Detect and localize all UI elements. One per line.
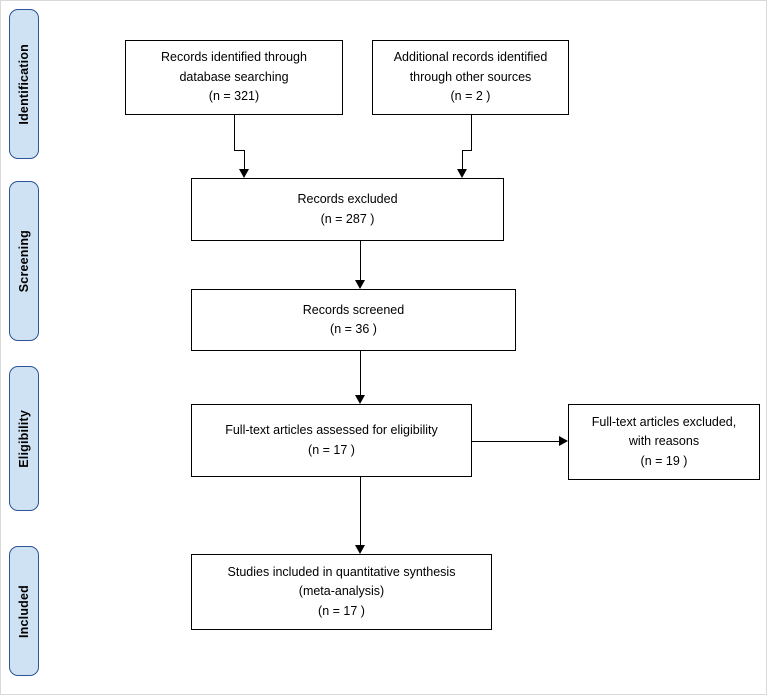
box-full-text-assessed	[191, 404, 472, 477]
connector-other-to-excluded-arrowhead	[457, 169, 467, 178]
box-full-text-excluded	[568, 404, 760, 480]
box-additional-records-line-3: (n = 2 )	[450, 89, 491, 104]
box-records-excluded-line-1: Records excluded	[297, 192, 398, 207]
connector-excluded-to-screened-arrowhead	[355, 280, 365, 289]
box-records-identified-database-line-2: database searching	[179, 69, 289, 84]
connector-other-to-excluded-vertical	[471, 115, 472, 150]
connector-fulltext-to-included-line	[360, 477, 361, 545]
box-studies-included-line-3: (n = 17 )	[318, 603, 365, 618]
connector-other-to-excluded-horizontal	[462, 150, 472, 151]
box-additional-records-line-1: Additional records identified	[393, 50, 548, 65]
box-additional-records-line-2: through other sources	[409, 69, 532, 84]
stage-label-identification-text: Identification	[17, 43, 31, 125]
connector-excluded-to-screened-line	[360, 241, 361, 280]
stage-label-eligibility	[9, 366, 39, 511]
box-studies-included	[191, 554, 492, 630]
box-full-text-excluded-line-1: Full-text articles excluded,	[591, 414, 737, 429]
box-records-identified-database-line-1: Records identified through	[161, 50, 307, 65]
stage-label-identification	[9, 9, 39, 159]
connector-screened-to-fulltext-arrowhead	[355, 395, 365, 404]
box-additional-records-other-sources	[372, 40, 569, 115]
connector-fulltext-to-included-arrowhead	[355, 545, 365, 554]
stage-label-screening	[9, 181, 39, 341]
stage-label-included-text: Included	[17, 584, 31, 638]
connector-db-to-excluded-vertical	[234, 115, 235, 150]
connector-db-to-excluded-arrowhead	[239, 169, 249, 178]
stage-label-eligibility-text: Eligibility	[17, 409, 31, 468]
box-full-text-assessed-line-2: (n = 17 )	[308, 442, 355, 457]
connector-fulltext-to-excluded-line	[472, 441, 559, 442]
connector-screened-to-fulltext-line	[360, 351, 361, 395]
box-records-excluded-line-2: (n = 287 )	[320, 211, 375, 226]
box-studies-included-line-2: (meta-analysis)	[298, 584, 385, 599]
box-studies-included-line-1: Studies included in quantitative synthesis	[227, 564, 456, 579]
stage-label-screening-text: Screening	[17, 229, 31, 293]
box-records-identified-database-line-3: (n = 321)	[208, 89, 260, 104]
box-full-text-assessed-line-1: Full-text articles assessed for eligibility	[225, 423, 438, 438]
box-records-screened-line-1: Records screened	[302, 302, 405, 317]
box-records-identified-database	[125, 40, 343, 115]
stage-label-included	[9, 546, 39, 676]
connector-db-to-excluded-drop	[244, 150, 245, 169]
box-records-screened	[191, 289, 516, 351]
connector-other-to-excluded-drop	[462, 150, 463, 169]
box-full-text-excluded-line-2: with reasons	[628, 434, 700, 449]
box-records-screened-line-2: (n = 36 )	[330, 322, 377, 336]
connector-fulltext-to-excluded-arrowhead	[559, 436, 568, 446]
box-full-text-excluded-line-3: (n = 19 )	[640, 453, 688, 468]
box-records-excluded	[191, 178, 504, 241]
connector-db-to-excluded-horizontal	[234, 150, 244, 151]
